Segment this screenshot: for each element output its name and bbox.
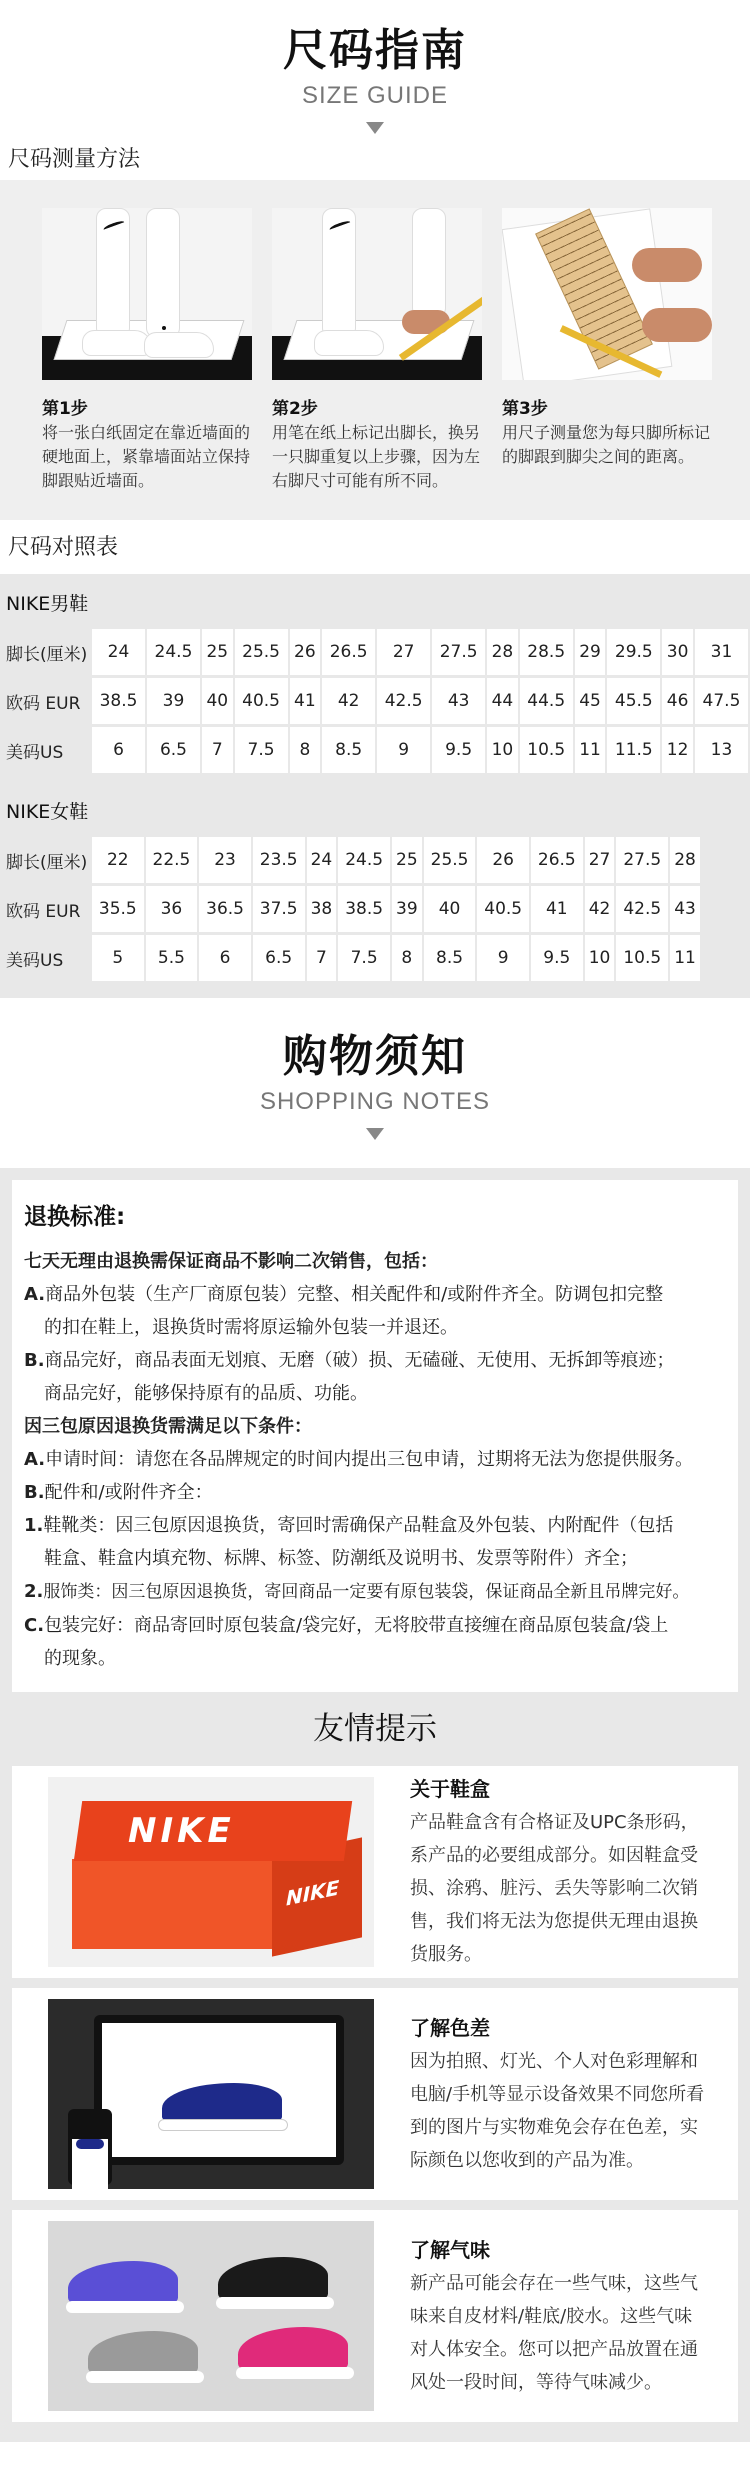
table-cell: 8 [290, 727, 323, 773]
table-cell: 7.5 [235, 727, 290, 773]
tip-text: 产品鞋盒含有合格证及UPC条形码，系产品的必要组成部分。如因鞋盒受损、涂鸦、脏污、丢失等影响二次销售，我们将无法为您提供无理由退换货服务。 [410, 1812, 699, 1965]
table-cell: 26 [290, 629, 323, 675]
table-cell: 39 [147, 678, 202, 724]
table-cell: 47.5 [695, 678, 750, 724]
box-brand-text: NIKE [128, 1811, 235, 1851]
policy-line: 七天无理由退换需保证商品不影响二次销售，包括： [24, 1251, 438, 1272]
table-cell: 38.5 [338, 886, 392, 932]
policy-line: 鞋盒、鞋盒内填充物、标牌、标签、防潮纸及说明书、发票等附件）齐全； [44, 1548, 638, 1569]
table-cell: 11 [670, 935, 702, 981]
table-cell: 10 [487, 727, 520, 773]
table-cell: 29.5 [607, 629, 662, 675]
women-group-title: NIKE女鞋 [6, 801, 89, 823]
table-cell: 9 [377, 727, 432, 773]
table-cell: 44.5 [520, 678, 575, 724]
policy-line: A.商品外包装（生产厂商原包装）完整、相关配件和/或附件齐全。防调包扣完整 [24, 1284, 664, 1305]
table-cell: 36 [146, 886, 200, 932]
table-cell: 11.5 [607, 727, 662, 773]
table-cell: 8.5 [322, 727, 377, 773]
table-cell: 24 [307, 837, 339, 883]
table-cell: 41 [290, 678, 323, 724]
shoebox-image [48, 1777, 374, 1967]
table-cell: 12 [662, 727, 695, 773]
measure-steps [0, 180, 750, 520]
table-cell: 43 [432, 678, 487, 724]
shopping-header [0, 998, 750, 1168]
shopping-notes-panel [0, 1168, 750, 1692]
table-cell: 7 [202, 727, 235, 773]
measure-section-title: 尺码测量方法 [8, 147, 141, 172]
table-row [0, 629, 750, 675]
step-1-text: 将一张白纸固定在靠近墙面的硬地面上，紧靠墙面站立保持脚跟贴近墙面。 [42, 423, 251, 490]
women-size-table [0, 834, 702, 984]
table-cell: 38.5 [92, 678, 147, 724]
row-head: 脚长(厘米) [0, 629, 92, 675]
step-3 [502, 208, 712, 520]
tips-title: 友情提示 [0, 1692, 750, 1766]
table-cell: 42 [585, 886, 617, 932]
table-cell: 5.5 [146, 935, 200, 981]
down-triangle-icon [366, 122, 384, 134]
table-row [0, 886, 702, 932]
table-cell: 24 [92, 629, 147, 675]
table-cell: 27.5 [616, 837, 670, 883]
policy-line: C.包装完好：商品寄回时原包装盒/袋完好，无将胶带直接缠在商品原包装盒/袋上 [24, 1615, 669, 1636]
table-cell: 8.5 [424, 935, 478, 981]
table-row [0, 837, 702, 883]
table-cell: 6.5 [253, 935, 307, 981]
table-cell: 6.5 [147, 727, 202, 773]
table-cell: 10.5 [616, 935, 670, 981]
table-cell: 6 [92, 727, 147, 773]
tip-heading: 关于鞋盒 [410, 1777, 490, 1801]
monitor-icon [94, 2015, 344, 2165]
row-head: 美码US [0, 935, 92, 981]
size-table-title: 尺码对照表 [8, 535, 119, 560]
table-cell: 22.5 [146, 837, 200, 883]
table-cell: 25.5 [235, 629, 290, 675]
table-cell: 25 [392, 837, 424, 883]
table-cell: 5 [92, 935, 146, 981]
tip-smell [12, 2210, 738, 2422]
policy-line: B.商品完好，商品表面无划痕、无磨（破）损、无磕碰、无使用、无拆卸等痕迹； [24, 1350, 675, 1371]
table-cell: 28 [487, 629, 520, 675]
policy-line: 的现象。 [44, 1648, 116, 1669]
tip-color [12, 1988, 738, 2200]
table-cell: 39 [392, 886, 424, 932]
step-1 [42, 208, 252, 520]
men-size-table [0, 626, 750, 776]
table-cell: 29 [575, 629, 608, 675]
table-cell: 24.5 [147, 629, 202, 675]
table-cell: 35.5 [92, 886, 146, 932]
table-cell: 44 [487, 678, 520, 724]
table-cell: 40.5 [235, 678, 290, 724]
return-title: 退换标准: [24, 1204, 126, 1230]
step-2-text: 用笔在纸上标记出脚长，换另一只脚重复以上步骤，因为左右脚尺寸可能有所不同。 [272, 423, 481, 490]
size-guide-header [0, 0, 750, 144]
table-cell: 30 [662, 629, 695, 675]
step-3-text: 用尺子测量您为每只脚所标记的脚跟到脚尖之间的距离。 [502, 423, 711, 466]
table-cell: 45.5 [607, 678, 662, 724]
policy-line: 的扣在鞋上，退换货时需将原运输外包装一并退还。 [44, 1317, 458, 1338]
table-cell: 25.5 [424, 837, 478, 883]
table-cell: 42.5 [377, 678, 432, 724]
table-cell: 27.5 [432, 629, 487, 675]
table-cell: 11 [575, 727, 608, 773]
table-cell: 26.5 [531, 837, 585, 883]
table-cell: 40 [202, 678, 235, 724]
tip-text: 新产品可能会存在一些气味，这些气味来自皮材料/鞋底/胶水。这些气味对人体安全。您可以把产品放置在通风处一段时间，等待气味减少。 [410, 2272, 698, 2393]
size-tables [0, 574, 750, 998]
shopping-subtitle: SHOPPING NOTES [259, 1088, 491, 1115]
table-cell: 9.5 [432, 727, 487, 773]
step-3-photo [502, 208, 712, 380]
table-cell: 26 [477, 837, 531, 883]
shopping-title: 购物须知 [283, 1031, 467, 1082]
table-cell: 42 [322, 678, 377, 724]
box-brand-side-text: NIKE [286, 1875, 340, 1911]
step-1-label: 第1步 [42, 399, 88, 419]
table-cell: 27 [377, 629, 432, 675]
table-cell: 40 [424, 886, 478, 932]
tip-shoebox [12, 1766, 738, 1978]
table-cell: 28 [670, 837, 702, 883]
table-cell: 26.5 [322, 629, 377, 675]
table-cell: 46 [662, 678, 695, 724]
table-cell: 27 [585, 837, 617, 883]
table-cell: 25 [202, 629, 235, 675]
step-3-label: 第3步 [502, 399, 548, 419]
step-2-photo [272, 208, 482, 380]
policy-line: 2.服饰类：因三包原因退换货，寄回商品一定要有原包装袋，保证商品全新且吊牌完好。 [24, 1581, 690, 1602]
table-cell: 8 [392, 935, 424, 981]
tip-text: 因为拍照、灯光、个人对色彩理解和电脑/手机等显示设备效果不同您所看到的图片与实物难免会存在色差，实际颜色以您收到的产品为准。 [410, 2050, 705, 2171]
table-cell: 24.5 [338, 837, 392, 883]
table-cell: 6 [199, 935, 253, 981]
table-cell: 40.5 [477, 886, 531, 932]
table-cell: 28.5 [520, 629, 575, 675]
return-policy [12, 1180, 738, 1692]
step-2-label: 第2步 [272, 399, 318, 419]
monitor-image [48, 1999, 374, 2189]
table-cell: 10.5 [520, 727, 575, 773]
table-cell: 9.5 [531, 935, 585, 981]
step-1-photo [42, 208, 252, 380]
row-head: 欧码 EUR [0, 886, 92, 932]
tip-heading: 了解气味 [410, 2237, 490, 2262]
table-cell: 10 [585, 935, 617, 981]
table-cell: 13 [695, 727, 750, 773]
table-cell: 36.5 [199, 886, 253, 932]
sneakers-image [48, 2221, 374, 2411]
table-row [0, 935, 702, 981]
table-row [0, 727, 750, 773]
table-cell: 23 [199, 837, 253, 883]
table-cell: 43 [670, 886, 702, 932]
table-cell: 41 [531, 886, 585, 932]
tips-list [0, 1766, 750, 2442]
step-2 [272, 208, 482, 520]
table-cell: 31 [695, 629, 750, 675]
table-cell: 45 [575, 678, 608, 724]
table-cell: 38 [307, 886, 339, 932]
phone-icon [68, 2109, 112, 2185]
table-row [0, 678, 750, 724]
policy-line: 1.鞋靴类：因三包原因退换货，寄回时需确保产品鞋盒及外包装、内附配件（包括 [24, 1515, 674, 1536]
size-guide-subtitle: SIZE GUIDE [301, 82, 449, 109]
table-cell: 23.5 [253, 837, 307, 883]
size-guide-title: 尺码指南 [283, 25, 467, 76]
policy-line: A.申请时间：请您在各品牌规定的时间内提出三包申请，过期将无法为您提供服务。 [24, 1449, 694, 1470]
row-head: 美码US [0, 727, 92, 773]
row-head: 脚长(厘米) [0, 837, 92, 883]
men-group-title: NIKE男鞋 [6, 593, 89, 615]
table-cell: 37.5 [253, 886, 307, 932]
policy-line: B.配件和/或附件齐全： [24, 1482, 213, 1503]
policy-line: 商品完好，能够保持原有的品质、功能。 [44, 1383, 368, 1404]
down-triangle-icon [366, 1128, 384, 1140]
policy-line: 因三包原因退换货需满足以下条件： [24, 1416, 312, 1437]
row-head: 欧码 EUR [0, 678, 92, 724]
table-cell: 9 [477, 935, 531, 981]
table-cell: 7 [307, 935, 339, 981]
table-cell: 42.5 [616, 886, 670, 932]
table-cell: 7.5 [338, 935, 392, 981]
tip-heading: 了解色差 [410, 2015, 490, 2040]
table-cell: 22 [92, 837, 146, 883]
